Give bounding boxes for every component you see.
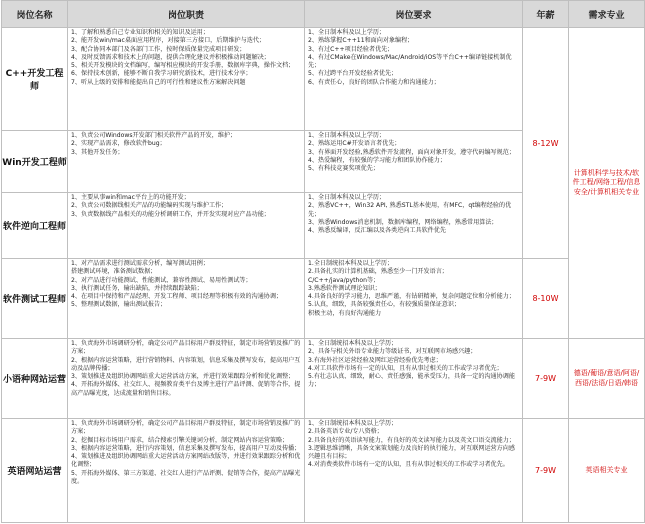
duty-line: 4、开拓海外媒体、社交红人、视频教育类平台及博主进行产品评测、促销等合作，提高产品曝光度，达成流量和销售目标。 [71, 381, 301, 397]
duty-line: 1、负责公司Windows开发部门相关软件产品的开发，维护； [71, 132, 237, 139]
requirement-line: 2、熟练掌握C++11和面向对象编程； [308, 37, 414, 45]
duties-cell [68, 259, 305, 339]
requirement-line: 2.具备扎实的计算机基础，熟悉至少一门开发语言； [308, 268, 448, 276]
requirement-line: 1.全日制统招本科及以上学历； [308, 260, 394, 267]
requirement-line: 4、热爱编程，有较强的学习能力和团队协作能力； [308, 156, 446, 164]
duty-line: 3、执行测试任务，输出缺陷，并持续跟踪缺陷； [71, 284, 203, 292]
requirement-line: 1、全日制统招本科及以上学历； [308, 340, 398, 347]
header-row [2, 1, 645, 28]
duty-line: 1、负责海外市场调研分析，确定公司产品目标用户群及特征，制定市场营销及推广的方案； [71, 340, 301, 356]
position-name: C++开发工程师 [2, 28, 68, 131]
duty-line: 2、负责公司数据线相关产品的功能编码实现与维护工作； [71, 202, 228, 210]
duty-line: 2、能开发win/mac桌面应用程序，对接第三方接口，后期维护与迭代； [71, 37, 266, 45]
duty-line: 5、整理测试数据，输出测试报告； [71, 301, 167, 309]
requirement-line: 2.具备英语专业/专八资格； [308, 428, 383, 436]
requirement-line: 积极主动，有良好沟通能力 [308, 309, 382, 317]
requirement-line: 1、全日制统招本科及以上学历； [308, 420, 398, 427]
position-name: 软件测试工程师 [2, 259, 68, 339]
salary-cell: 7-9W [523, 419, 569, 523]
requirement-line: 2、熟悉VC++，Win32 API, 熟悉STL基本使用，有MFC，qt编程经验的优先； [308, 202, 512, 218]
major-cell: 德语/葡语/意语/阿语/西语/法语/日语/韩语 [569, 339, 645, 419]
duty-line: 1、负责海外市场调研分析，确定公司产品目标用户群及特征，制定市场营销及推广的方案； [71, 420, 301, 436]
requirement-line: 5、有过跨平台开发经验者优先； [308, 70, 398, 78]
requirement-line: 4.具备良好的学习能力，思维严谨，有钻研精神，复杂问题定位和分析能力； [308, 293, 515, 301]
requirement-line: 1、全日制本科及以上学历； [308, 29, 386, 36]
duty-line: 3、根据内容运营策略，进行内容策划，信息采集及撰写发布，提高用户互动及传播； [71, 444, 301, 452]
requirement-line: 1、全日制本科及以上学历； [308, 132, 386, 139]
duty-line: 3、配合协同本部门及各部门工作，按时保质保量完成项目研发； [71, 45, 246, 53]
requirement-line: 5.有壮志认真、细致，耐心、责任感强，能承受压力，具备一定的沟通协调能力； [308, 373, 515, 389]
requirement-line: 3.逻辑思维清晰，具备文案策划能力及良好的执行能力，对互联网运营方向感兴趣且有目标； [308, 444, 515, 461]
duties-cell [68, 419, 305, 523]
duty-line: 4、在项目中保持和产品经理、开发工程师、项目经理等积极有效的沟通协调； [71, 293, 283, 301]
duty-line: 3、负责数据线产品相关的功能分析调研工作，并开发实现对应产品功能； [71, 210, 270, 218]
requirement-line: C/C++/java/python等； [308, 276, 380, 284]
duty-line: 5、开拓海外媒体、第三方渠道、社交红人进行产品评测、促销等合作，提高产品曝光度。 [71, 469, 301, 485]
salary-cell: 8-10W [523, 259, 569, 339]
major-cell: 英语相关专业 [569, 419, 645, 523]
duties-cell [68, 28, 305, 131]
salary-cell: 7-9W [523, 339, 569, 419]
major-cell: 计算机科学与技术/软件工程/网络工程/信息安全/计算机相关专业 [569, 28, 645, 339]
duty-line: 6、保持技术创新，能够不断自我学习研究新技术，进行技术分享； [71, 70, 252, 78]
requirements-cell [305, 259, 523, 339]
requirement-line: 3、有过C++项目经验者优先； [308, 45, 394, 53]
duty-line: 7、听从上级的安排和能提出自己的可行性和建议性方案解决问题 [71, 78, 246, 86]
requirement-line: 2、具备与相关外语专业能力等级证书，对互联网市场感兴趣； [308, 348, 477, 356]
header-duties: 岗位职责 [68, 1, 305, 28]
requirement-line: 4、有过CMake在Windows/Mac/Android/iOS等平台C++编译链接机制优先； [308, 53, 512, 70]
duties-cell [68, 131, 305, 193]
header-position: 岗位名称 [2, 1, 68, 28]
duty-line: 2、根据内容运营策略，进行营销物料、内容策划，信息采集及撰写发布，提高用户互动及品牌传播； [71, 356, 301, 372]
requirement-line: 4.对工具软件市场有一定的认知，且有从事过相关的工作或学习者优先； [308, 364, 503, 372]
requirement-line: 4、熟悉反编译，反汇编以及各类逆向工具软件优先 [308, 227, 446, 235]
position-name: Win开发工程师 [2, 131, 68, 193]
position-name: 软件逆向工程师 [2, 193, 68, 259]
duty-line: 4、策划推进及组织协调网站重大运营活动方案网站改版等，并进行效果跟踪分析和优化调整； [71, 453, 301, 469]
requirement-line: 5.认真，细致，具备较强责任心，有较强质量保证意识； [308, 301, 461, 309]
duty-line: 1、了解和熟悉自己专业知识和相关的知识及运用； [71, 29, 209, 36]
duty-line: 搭建测试环境，准备测试数据； [71, 268, 157, 276]
requirement-line: 4.对消费类软件市场有一定的认知，且有从事过相关的工作或学习者优先。 [308, 461, 509, 469]
duty-line: 3、策划推进及组织协调网站重大运营活动方案，并进行效果跟踪分析和优化调整； [71, 373, 295, 381]
salary-cell: 8-12W [523, 28, 569, 259]
duty-line: 5、相关开发模块的文档编写，编写相应模块的开发手册，数据库字典，操作文档； [71, 62, 295, 70]
requirement-line: 3、有界面开发经验,熟悉软件开发流程，面向对象开发，遵守代码编写规范； [308, 148, 515, 156]
table-row [2, 28, 645, 131]
duty-line: 1、对产品需求进行测试需求分析，编写测试用例； [71, 260, 209, 267]
table-row [2, 339, 645, 419]
duty-line: 4、及时反馈需求和技术上的问题，提供合理化建议并积极推动问题解决； [71, 53, 270, 61]
duty-line: 2、实现产品需求，修改软件bug； [71, 140, 166, 148]
requirements-cell [305, 28, 523, 131]
header-major: 需求专业 [569, 1, 645, 28]
header-salary: 年薪 [523, 1, 569, 28]
requirement-line: 6、有责任心，良好的团队合作能力和沟通能力； [308, 78, 440, 86]
table-row [2, 259, 645, 339]
table-row [2, 419, 645, 523]
duty-line: 3、其他开发任务； [71, 148, 124, 156]
job-table [1, 0, 645, 523]
duties-cell [68, 193, 305, 259]
requirement-line: 1、全日制本科及以上学历； [308, 194, 386, 201]
duties-cell [68, 339, 305, 419]
requirement-line: 5、有科技竞赛奖项优先； [308, 165, 379, 173]
requirement-line: 3.有海外社区运营经验及网红运营经验优先考虑； [308, 356, 442, 364]
requirement-line: 2.具备良好的英语读写能力，有良好的英文读写能力以及英文口语交流能力； [308, 436, 515, 444]
requirements-cell [305, 419, 523, 523]
duty-line: 2、对产品进行功能测试、性能测试、兼容性测试、易用性测试等； [71, 276, 252, 284]
requirements-cell [305, 193, 523, 259]
duty-line: 1、主要从事win和mac平台上的功能开发； [71, 194, 190, 201]
requirement-line: 3、熟悉Windows消息机制，数据库编程，网络编程，熟悉常用算法； [308, 218, 498, 226]
requirements-cell [305, 131, 523, 193]
position-name: 英语网站运营 [2, 419, 68, 523]
duty-line: 2、挖掘目标市场用户需求，结合搜索引擎关键词分析，制定网站内容运营策略； [71, 436, 289, 444]
requirements-cell [305, 339, 523, 419]
header-requirements: 岗位要求 [305, 1, 523, 28]
requirement-line: 3.熟悉软件测试理论知识； [308, 284, 381, 292]
requirement-line: 2、熟练运用C#开发语言者优先； [308, 140, 401, 148]
position-name: 小语种网站运营 [2, 339, 68, 419]
